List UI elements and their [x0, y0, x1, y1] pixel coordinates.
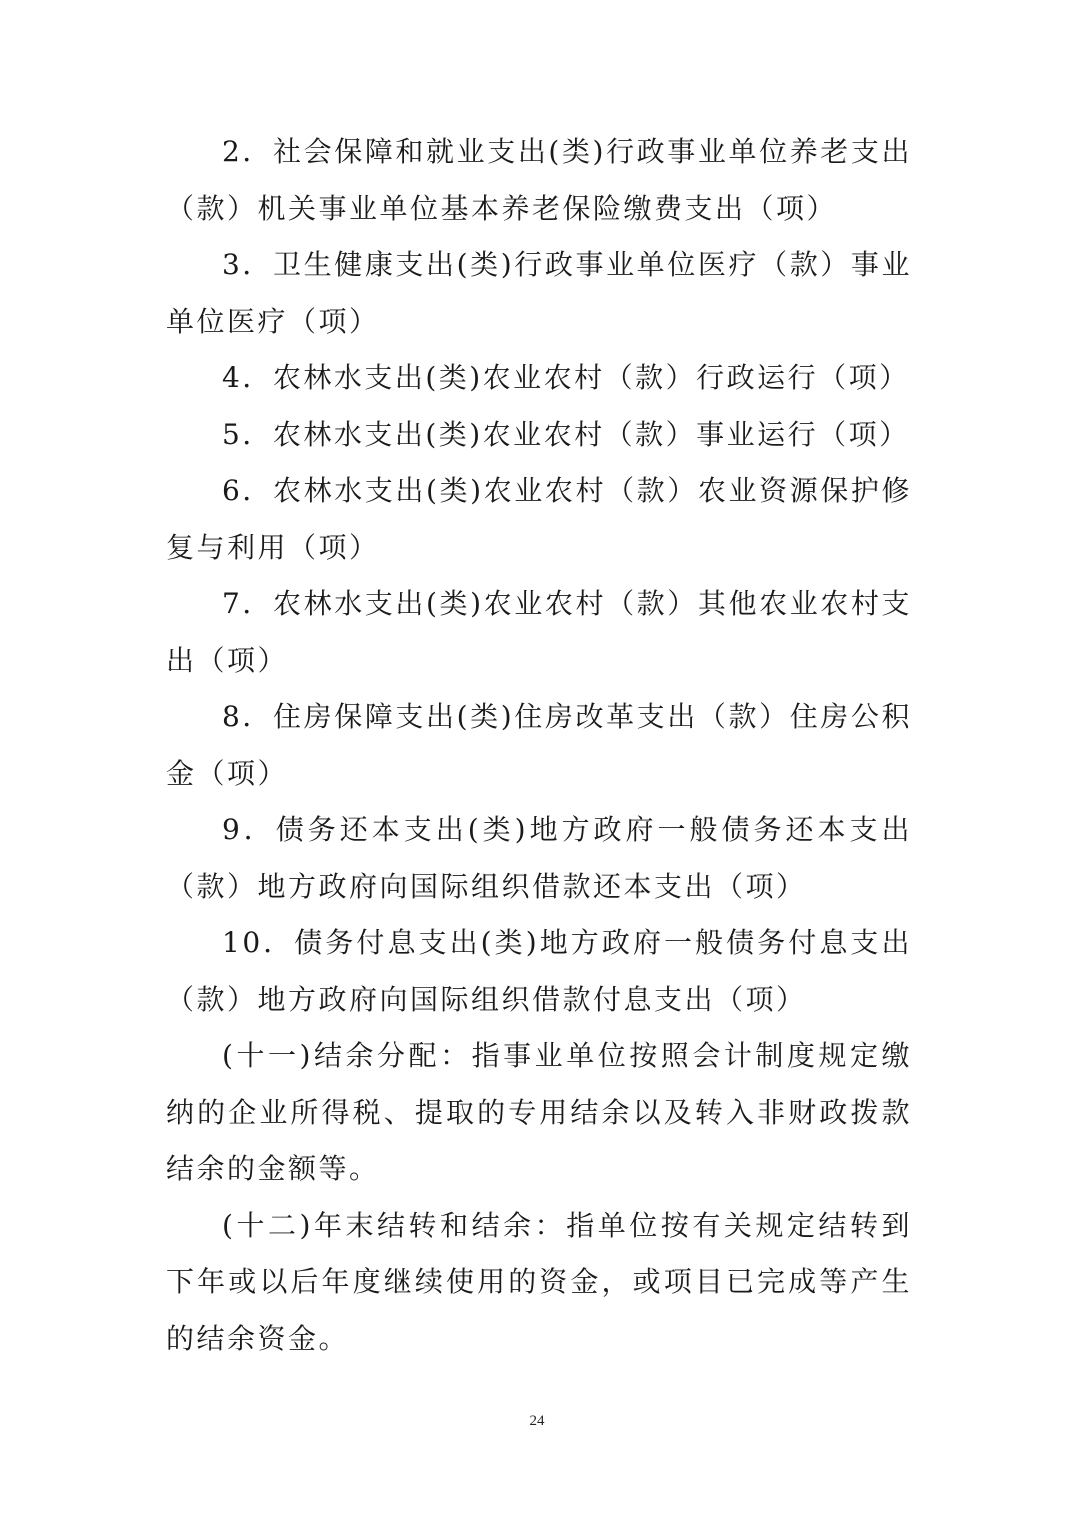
paragraph-item-9: 9．债务还本支出(类)地方政府一般债务还本支出（款）地方政府向国际组织借款还本支出（项）: [166, 813, 912, 903]
paragraph-section-11: (十一)结余分配：指事业单位按照会计制度规定缴纳的企业所得税、提取的专用结余以及转入非财政拨款结余的金额等。: [166, 1039, 912, 1185]
paragraph-item-2: 2．社会保障和就业支出(类)行政事业单位养老支出（款）机关事业单位基本养老保险缴费支出（项）: [166, 135, 912, 225]
page-number: 24: [529, 1413, 545, 1429]
paragraph-item-10: 10．债务付息支出(类)地方政府一般债务付息支出（款）地方政府向国际组织借款付息支出（项）: [166, 926, 912, 1016]
paragraph-item-4: 4．农林水支出(类)农业农村（款）行政运行（项）: [222, 361, 910, 394]
paragraph-item-5: 5．农林水支出(类)农业农村（款）事业运行（项）: [222, 417, 910, 451]
document-body: [166, 124, 912, 1367]
paragraph-item-7: 7．农林水支出(类)农业农村（款）其他农业农村支出（项）: [166, 587, 912, 677]
paragraph-item-8: 8．住房保障支出(类)住房改革支出（款）住房公积金（项）: [166, 700, 912, 790]
paragraph-item-6: 6．农林水支出(类)农业农村（款）农业资源保护修复与利用（项）: [166, 474, 912, 564]
paragraph-section-12: (十二)年末结转和结余：指单位按有关规定结转到下年或以后年度继续使用的资金，或项目已完成等产生的结余资金。: [166, 1208, 912, 1355]
paragraph-item-3: 3．卫生健康支出(类)行政事业单位医疗（款）事业单位医疗（项）: [166, 248, 912, 338]
